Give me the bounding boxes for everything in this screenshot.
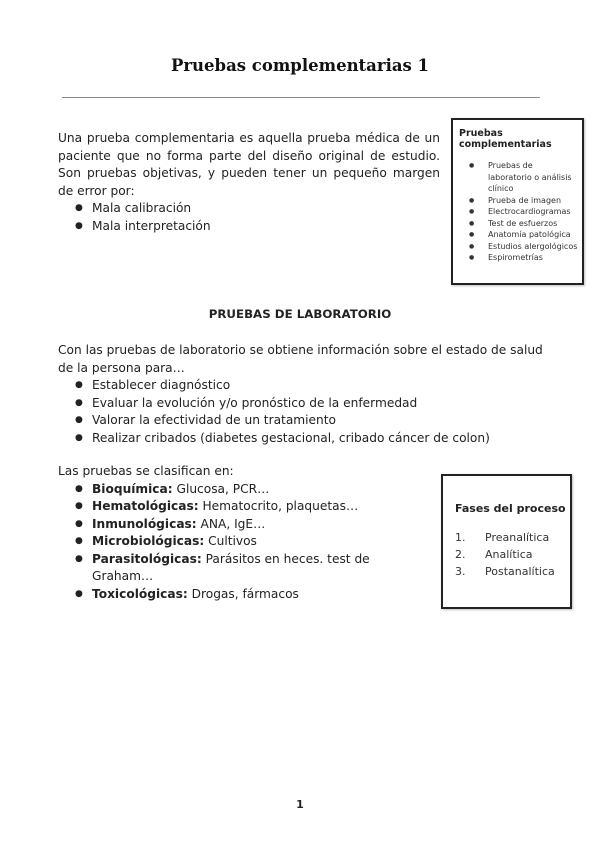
category-examples: Hematocrito, plaquetas…: [202, 499, 359, 513]
category-label: Toxicológicas:: [92, 586, 188, 601]
category-label: Bioquímica:: [92, 481, 173, 496]
list-item: ● Mala interpretación: [58, 218, 440, 236]
step-number: 3.: [455, 565, 466, 578]
phase-step: [455, 563, 566, 580]
list-item: ● Estudios alergológicos: [459, 241, 578, 253]
category-examples: Drogas, fármacos: [191, 586, 299, 601]
page-title: Pruebas complementarias 1: [170, 56, 430, 75]
list-item: ● Prueba de imagen: [459, 195, 578, 207]
intro-section: [58, 130, 440, 235]
list-item: ● Valorar la efectividad de un tratamiento: [58, 412, 558, 430]
clasificacion-list: [58, 481, 430, 604]
box-list: [459, 160, 578, 264]
title-divider: [62, 97, 540, 98]
step-number: 2.: [455, 548, 466, 561]
category-label: Parasitológicas:: [92, 551, 202, 566]
box-title: Pruebas complementarias: [459, 128, 552, 150]
list-item: ● Test de esfuerzos: [459, 218, 578, 230]
error-causes-list: [58, 200, 440, 235]
box-title: Fases del proceso: [455, 502, 566, 515]
list-item: ● Pruebas de laboratorio o análisis clínico: [459, 160, 578, 195]
category-label: Inmunológicas:: [92, 516, 197, 531]
laboratorio-section: [58, 342, 558, 447]
list-item: ● Realizar cribados (diabetes gestacional, cribado cáncer de colon): [58, 430, 558, 448]
page-number: 1: [296, 798, 304, 811]
list-item: [58, 516, 430, 534]
category-examples: Parásitos en heces. test de Graham…: [92, 551, 370, 583]
list-item: ● Evaluar la evolución y/o pronóstico de la enfermedad: [58, 395, 558, 413]
step-label: Preanalítica: [485, 531, 550, 544]
category-label: Hematológicas:: [92, 499, 199, 513]
section-heading: PRUEBAS DE LABORATORIO: [208, 307, 392, 321]
category-examples: ANA, IgE…: [200, 516, 266, 531]
list-item: ● Espirometrías: [459, 252, 578, 264]
list-item: ● Anatomía patológica: [459, 229, 578, 241]
list-item: [58, 586, 430, 604]
category-examples: Cultivos: [208, 534, 257, 548]
laboratorio-purposes-list: [58, 377, 558, 447]
intro-paragraph: Una prueba complementaria es aquella prueba médica de un paciente que no forma parte del diseño original de estudio. Son pruebas objetivas, y pueden tener un pequeño margen de error por:: [58, 131, 440, 198]
list-item: [58, 481, 430, 499]
clasificacion-section: [58, 463, 430, 603]
step-label: Analítica: [485, 548, 533, 561]
list-item: [58, 551, 430, 586]
list-item: ● Electrocardiogramas: [459, 206, 578, 218]
phase-step: [455, 529, 566, 546]
phase-step: [455, 546, 566, 563]
list-item: ● Mala calibración: [58, 200, 440, 218]
list-item: ● Establecer diagnóstico: [58, 377, 558, 395]
fases-proceso-box: [441, 474, 572, 609]
category-label: Microbiológicas:: [92, 534, 205, 548]
laboratorio-paragraph: Con las pruebas de laboratorio se obtiene información sobre el estado de salud de la persona para…: [58, 343, 543, 375]
list-item: [58, 498, 430, 516]
step-number: 1.: [455, 531, 466, 544]
pruebas-complementarias-box: [451, 118, 584, 285]
clasificacion-intro: Las pruebas se clasifican en:: [58, 464, 234, 478]
list-item: [58, 533, 430, 551]
step-label: Postanalítica: [485, 565, 555, 578]
category-examples: Glucosa, PCR…: [176, 481, 270, 496]
